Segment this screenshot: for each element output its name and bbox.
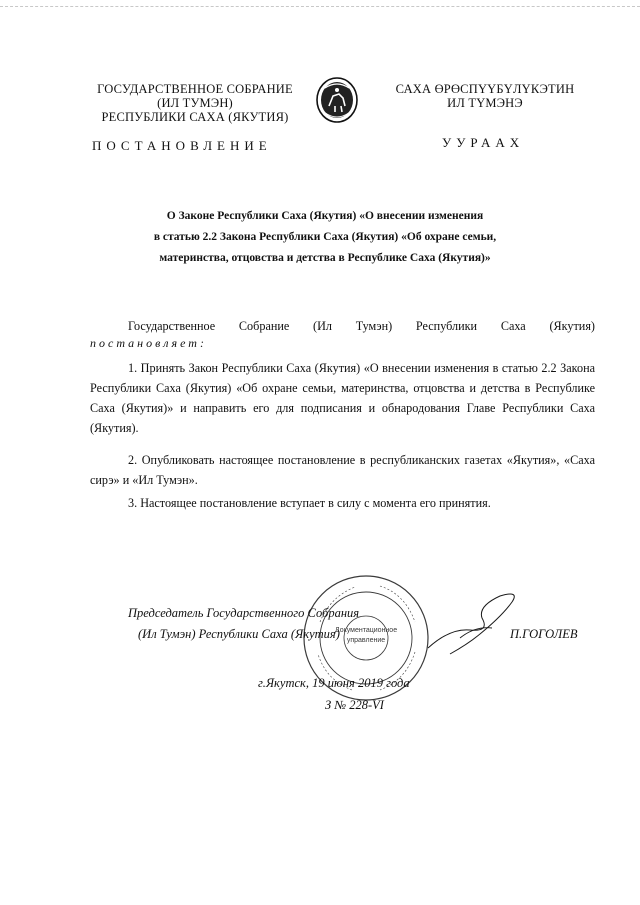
scan-artifact-line (0, 6, 640, 11)
stamp-inner-line: управление (346, 637, 386, 644)
header-left-line: РЕСПУБЛИКИ САХА (ЯКУТИЯ) (101, 110, 289, 124)
title-line: в статью 2.2 Закона Республики Саха (Якутия) «Об охране семьи, (153, 231, 497, 243)
intro-paragraph: Государственное Собрание (Ил Тумэн) Республики Саха (Якутия) (128, 319, 595, 333)
stamp-inner-line: Документационное (334, 627, 398, 634)
title-line: материнства, отцовства и детства в Республике Саха (Якутия)» (159, 252, 491, 264)
title-line: О Законе Республики Саха (Якутия) «О внесении изменения (166, 210, 484, 222)
paragraph-3: 3. Настоящее постановление вступает в силу с момента его принятия. (128, 496, 491, 510)
header-left-line: ГОСУДАРСТВЕННОЕ СОБРАНИЕ (97, 82, 293, 96)
doc-type-ru: ПОСТАНОВЛЕНИЕ (92, 138, 272, 153)
signatory-role-line-2: (Ил Тумэн) Республики Саха (Якутия) (138, 627, 340, 641)
signatory-role-line-1: Председатель Государственного Собрания (128, 606, 360, 620)
coat-of-arms-icon (315, 76, 359, 124)
document-title (100, 206, 550, 269)
document-number: З № 228-VI (325, 698, 384, 712)
header-right-line: САХА ӨРӨСПҮҮБҮЛҮКЭТИН (395, 82, 575, 96)
header-left-block (80, 82, 310, 124)
header-right-line: ИЛ ТҮМЭНЭ (447, 96, 523, 110)
resolves-word: постановляет: (90, 336, 207, 350)
paragraph-1: 1. Принять Закон Республики Саха (Якутия) «О внесении изменения в статью 2.2 Закона Республики Саха (Якутия) «Об охране семьи, материнства, отцовства и детства в Республике Саха (Якутия)» и направить его для подписания и обнародования Главе Республики Саха (Якутия). (90, 361, 595, 435)
signatory-name: П.ГОГОЛЕВ (510, 627, 578, 641)
doc-type-sakha: УУРААХ (442, 135, 525, 150)
header-right-block (380, 82, 590, 110)
paragraph-2: 2. Опубликовать настоящее постановление в республиканских газетах «Якутия», «Саха сирэ» и «Ил Тумэн». (90, 453, 595, 487)
place-and-date: г.Якутск, 19 июня 2019 года (258, 676, 410, 690)
handwritten-signature (420, 588, 530, 660)
header-left-line: (ИЛ ТУМЭН) (157, 96, 233, 110)
